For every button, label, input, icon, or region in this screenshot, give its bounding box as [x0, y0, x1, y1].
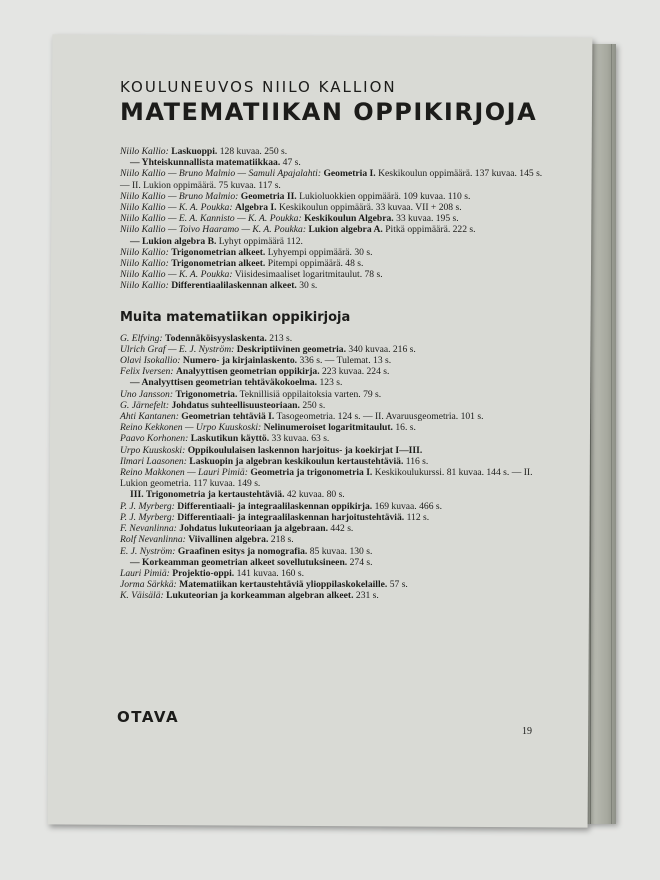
- book-title: Numero- ja kirjainlaskento.: [182, 355, 298, 367]
- book-details: 85 kuvaa. 130 s.: [309, 545, 373, 557]
- book-entry: [120, 146, 545, 157]
- book-details: 213 s.: [269, 332, 293, 344]
- book-details: 274 s.: [349, 556, 373, 568]
- book-details: Teknillisiä oppilaitoksia varten. 79 s.: [239, 388, 382, 400]
- book-entry: [120, 213, 545, 224]
- book-title: Viivallinen algebra.: [188, 534, 269, 546]
- book-entry: [120, 157, 545, 168]
- book-details: 218 s.: [270, 534, 294, 546]
- book-author: Niilo Kallio — Toivo Haaramo — K. A. Poukka:: [120, 224, 307, 236]
- book-details: 250 s.: [302, 399, 326, 411]
- book-entry: [120, 191, 545, 202]
- book-details: 141 kuvaa. 160 s.: [236, 567, 304, 579]
- book-title: Laskuoppi.: [171, 146, 218, 157]
- book-author: Niilo Kallio:: [120, 280, 169, 292]
- book-title: Johdatus suhteellisuusteoriaan.: [171, 399, 300, 411]
- book-author: G. Järnefelt:: [120, 399, 170, 411]
- book-title: — Korkeamman geometrian alkeet sovellutuksineen.: [130, 556, 348, 568]
- page-number: 19: [522, 726, 532, 737]
- book-details: 169 kuvaa. 466 s.: [374, 500, 443, 512]
- book-title: Analyyttisen geometrian oppikirja.: [175, 366, 320, 378]
- book-entry: [120, 258, 545, 269]
- book-details: 57 s.: [389, 579, 408, 591]
- book-author: P. J. Myrberg:: [120, 500, 175, 512]
- book-title: — Lukion algebra B.: [130, 235, 217, 247]
- book-details: 47 s.: [282, 157, 301, 169]
- book-author: Urpo Kuuskoski:: [120, 444, 186, 456]
- book-entry: [120, 489, 545, 500]
- book-entry: [120, 411, 545, 422]
- book-author: Niilo Kallio:: [120, 146, 169, 157]
- book-author: Uno Jansson:: [120, 388, 174, 400]
- book-title: Johdatus lukuteoriaan ja algebraan.: [179, 523, 328, 535]
- book-title: Matematiikan kertaustehtäviä ylioppilaskokelaille.: [179, 579, 388, 591]
- book-details: 442 s.: [330, 523, 354, 535]
- book-details: Pitempi oppimäärä. 48 s.: [267, 258, 364, 270]
- book-title: Differentiaali- ja integraalilaskennan harjoitustehtäviä.: [177, 511, 405, 523]
- other-book-list: [120, 333, 545, 602]
- book-entry: [120, 280, 545, 291]
- book-entry: [120, 467, 545, 489]
- book-title: Oppikoululaisen laskennon harjoitus- ja koekirjat I—III.: [187, 444, 423, 456]
- book-details: Keskikoulun oppimäärä. 33 kuvaa. VII + 208 s.: [278, 202, 462, 214]
- book-title: Laskuopin ja algebran keskikoulun kertaustehtäviä.: [189, 455, 404, 467]
- book-author: Reino Makkonen — Lauri Pimiä:: [120, 467, 248, 479]
- book-title: Differentiaali- ja integraalilaskennan oppikirja.: [177, 500, 373, 512]
- book-title: Nelinumeroiset logaritmitaulut.: [263, 422, 393, 434]
- book-title: III. Trigonometria ja kertaustehtäviä.: [130, 489, 285, 501]
- book-title: Geometria ja trigonometria I.: [250, 467, 373, 479]
- book-title: Todennäköisyyslaskenta.: [165, 332, 267, 344]
- book-title: Geometria I.: [323, 168, 376, 180]
- book-title: Trigonometria.: [175, 388, 238, 400]
- book-entry: [120, 202, 545, 213]
- book-details: 112 s.: [406, 511, 430, 523]
- book-author: K. Väisälä:: [120, 590, 164, 602]
- book-author: G. Elfving:: [120, 332, 163, 344]
- book-author: Lauri Pimiä:: [120, 567, 170, 579]
- book-entry: [120, 377, 545, 388]
- book-entry: [120, 400, 545, 411]
- book-details: Lukioluokkien oppimäärä. 109 kuvaa. 110 s.: [299, 190, 471, 202]
- book-author: Niilo Kallio — Bruno Malmio:: [120, 190, 239, 202]
- book-entry: [120, 366, 545, 377]
- book-details: 223 kuvaa. 224 s.: [322, 366, 390, 378]
- book-details: 33 kuvaa. 195 s.: [396, 213, 459, 225]
- book-entry: [120, 333, 545, 344]
- book-details: 16. s.: [395, 422, 416, 434]
- book-entry: [120, 269, 545, 280]
- book-details: 340 kuvaa. 216 s.: [348, 343, 416, 355]
- book-author: Rolf Nevanlinna:: [120, 534, 186, 546]
- book-author: Felix Iversen:: [120, 366, 174, 378]
- book-author: Reino Kekkonen — Urpo Kuuskoski:: [120, 422, 262, 434]
- book-title: Geometria II.: [240, 190, 297, 202]
- book-title: Differentiaalilaskennan alkeet.: [171, 280, 297, 292]
- book-author: Niilo Kallio:: [120, 246, 169, 258]
- book-entry: [120, 456, 545, 467]
- book-details: Pitkä oppimäärä. 222 s.: [385, 224, 476, 236]
- book-title: Projektio-oppi.: [172, 567, 235, 579]
- book-details: Lyhyt oppimäärä 112.: [218, 235, 303, 247]
- book-title: Trigonometrian alkeet.: [171, 246, 266, 258]
- book-author: Paavo Korhonen:: [120, 433, 189, 445]
- book-author: P. J. Myrberg:: [120, 511, 175, 523]
- book-details: 42 kuvaa. 80 s.: [286, 489, 345, 501]
- book-entry: [120, 355, 545, 366]
- book-details: 30 s.: [299, 280, 318, 292]
- book-author: Ilmari Laasonen:: [120, 455, 187, 467]
- book-entry: [120, 247, 545, 258]
- book-title: — Yhteiskunnallista matematiikkaa.: [130, 157, 281, 169]
- book-title: Deskriptiivinen geometria.: [236, 343, 346, 355]
- book-entry: [120, 445, 545, 456]
- book-author: E. J. Nyström:: [120, 545, 176, 557]
- book-author: Niilo Kallio — Bruno Malmio — Samuli Apajalahti:: [120, 168, 322, 180]
- book-title: Trigonometrian alkeet.: [171, 258, 266, 270]
- book-title: Keskikoulun Algebra.: [304, 213, 394, 225]
- book-entry: [120, 224, 545, 235]
- book-details: 128 kuvaa. 250 s.: [219, 146, 288, 157]
- book-entry: [120, 422, 545, 433]
- book-title: Lukuteorian ja korkeamman algebran alkeet.: [166, 590, 354, 602]
- book-entry: [120, 534, 545, 545]
- book-title: — Analyyttisen geometrian tehtäväkokoelma.: [130, 377, 318, 389]
- book-title: Laskutikun käyttö.: [190, 433, 270, 445]
- cover-content: [120, 78, 545, 602]
- cover-title: MATEMATIIKAN OPPIKIRJOJA: [120, 98, 538, 126]
- book-details: 33 kuvaa. 63 s.: [271, 433, 330, 445]
- publisher-name: OTAVA: [117, 708, 180, 726]
- book-details: 123 s.: [319, 377, 343, 389]
- book-details: Viisidesimaaliset logaritmitaulut. 78 s.: [234, 269, 383, 281]
- book-entry: [120, 168, 545, 190]
- book-details: 336 s. — Tulemat. 13 s.: [299, 355, 392, 367]
- book-entry: [120, 433, 545, 444]
- book-author: Ahti Kantanen:: [120, 411, 179, 423]
- book-author: Ulrich Graf — E. J. Nyström:: [120, 343, 235, 355]
- book-title: Graafinen esitys ja nomografia.: [177, 545, 308, 557]
- book-details: Lyhyempi oppimäärä. 30 s.: [267, 246, 373, 258]
- book-author: Niilo Kallio — K. A. Poukka:: [120, 202, 233, 214]
- book-entry: [120, 389, 545, 400]
- book-entry: [120, 344, 545, 355]
- kallio-book-list: [120, 146, 545, 292]
- book-details: Keskikoulun oppimäärä. 137 kuvaa. 145 s. — II. Lukion oppimäärä. 75 kuvaa. 117 s.: [120, 168, 543, 191]
- book-details: 116 s.: [405, 455, 429, 467]
- book-author: Jorma Särkkä:: [120, 579, 177, 591]
- book-entry: [120, 501, 545, 512]
- book-entry: [120, 557, 545, 568]
- book-title: Geometrian tehtäviä I.: [181, 411, 275, 423]
- book-details: Keskikoulukurssi. 81 kuvaa. 144 s. — II. Lukion geometria. 117 kuvaa. 149 s.: [120, 467, 533, 490]
- section-heading: Muita matematiikan oppikirjoja: [120, 309, 351, 325]
- book-author: Niilo Kallio — K. A. Poukka:: [120, 269, 233, 281]
- book-author: Niilo Kallio:: [120, 258, 169, 270]
- book-author: Niilo Kallio — E. A. Kannisto — K. A. Poukka:: [120, 213, 302, 225]
- book-entry: [120, 523, 545, 534]
- book-entry: [120, 590, 545, 601]
- book-entry: [120, 568, 545, 579]
- book-details: Tasogeometria. 124 s. — II. Avaruusgeometria. 101 s.: [276, 411, 484, 423]
- book-author: F. Nevanlinna:: [120, 523, 177, 535]
- book-details: 231 s.: [355, 590, 379, 602]
- book-title: Algebra I.: [234, 202, 277, 214]
- book-author: Olavi Isokallio:: [120, 355, 181, 367]
- book-entry: [120, 236, 545, 247]
- book-entry: [120, 512, 545, 523]
- book-title: Lukion algebra A.: [308, 224, 383, 236]
- series-label: KOULUNEUVOS NIILO KALLION: [120, 78, 397, 96]
- book-entry: [120, 579, 545, 590]
- spine-ridge: [611, 44, 612, 824]
- book-entry: [120, 546, 545, 557]
